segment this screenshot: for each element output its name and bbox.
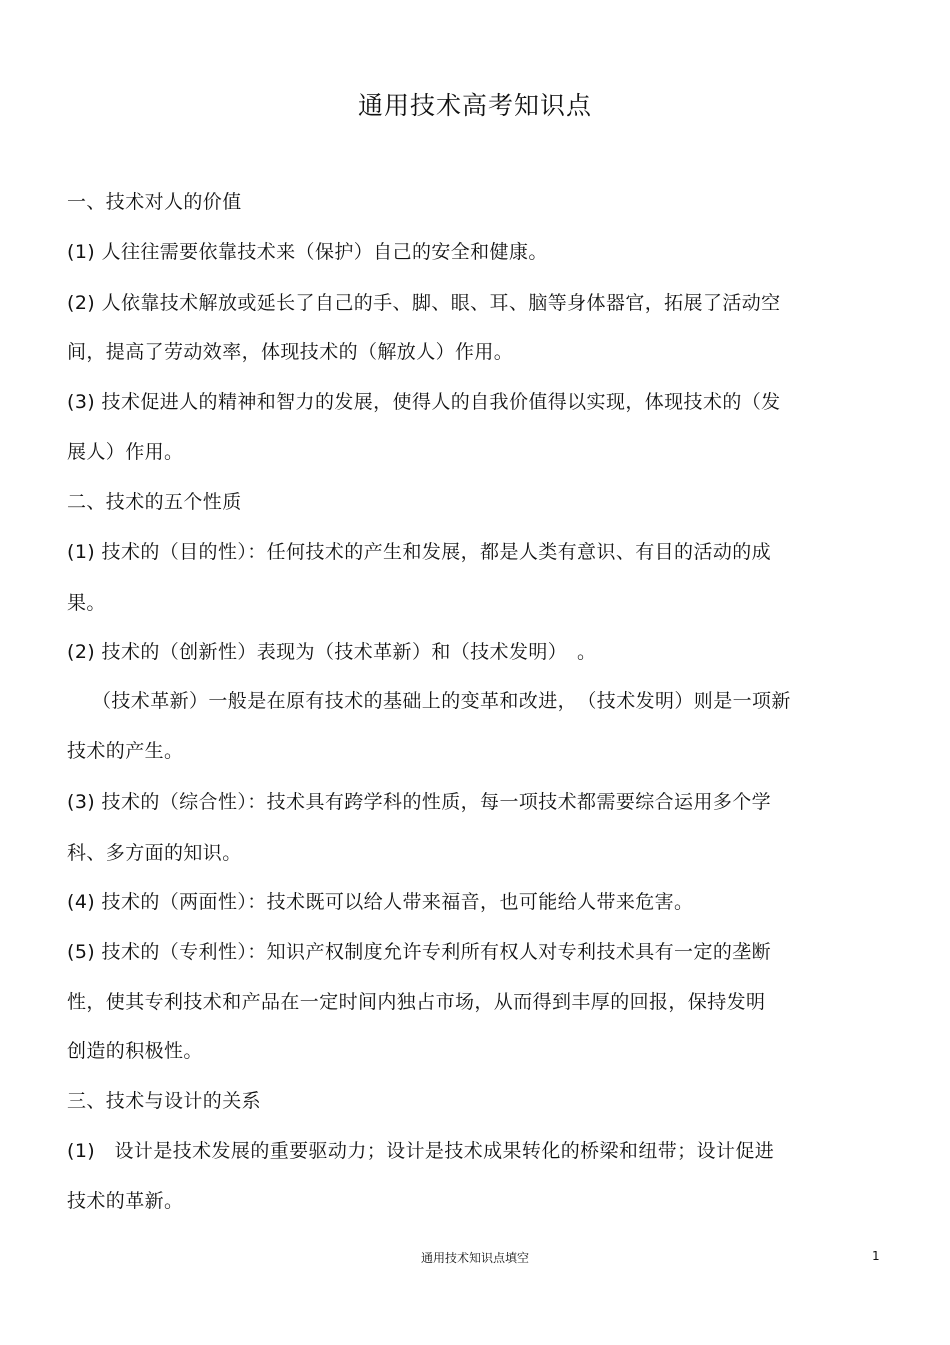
paragraph-line: 果。 (67, 592, 106, 614)
paragraph-line: (5) 技术的（专利性）：知识产权制度允许专利所有权人对专利技术具有一定的垄断 (67, 941, 772, 963)
paragraph-line: (1) 人往往需要依靠技术来（保护）自己的安全和健康。 (67, 241, 548, 263)
paragraph-line: 性，使其专利技术和产品在一定时间内独占市场，从而得到丰厚的回报，保持发明 (67, 991, 766, 1013)
paragraph-line: 创造的积极性。 (67, 1040, 203, 1062)
paragraph-line: (4) 技术的（两面性）：技术既可以给人带来福音，也可能给人带来危害。 (67, 891, 694, 913)
paragraph-line: （技术革新）一般是在原有技术的基础上的变革和改进， （技术发明）则是一项新 (92, 690, 791, 712)
section-heading-3: 三、技术与设计的关系 (67, 1090, 262, 1112)
paragraph-line: 间，提高了劳动效率，体现技术的（解放人）作用。 (67, 341, 514, 363)
paragraph-line: (1) 设计是技术发展的重要驱动力；设计是技术成果转化的桥梁和纽带；设计促进 (67, 1140, 775, 1162)
paragraph-line: 展人）作用。 (67, 441, 184, 463)
page-footer: 通用技术知识点填空 (420, 1251, 529, 1265)
page-number: 1 (872, 1249, 880, 1263)
paragraph-line: 技术的革新。 (67, 1190, 184, 1212)
section-heading-1: 一、技术对人的价值 (67, 191, 242, 213)
section-heading-2: 二、技术的五个性质 (67, 491, 242, 513)
paragraph-line: (1) 技术的（目的性）：任何技术的产生和发展，都是人类有意识、有目的活动的成 (67, 541, 772, 563)
paragraph-line: 技术的产生。 (67, 740, 184, 762)
paragraph-line: 科、多方面的知识。 (67, 842, 242, 864)
page-title: 通用技术高考知识点 (357, 91, 592, 120)
paragraph-line: (2) 技术的（创新性）表现为（技术革新）和（技术发明） 。 (67, 641, 597, 663)
paragraph-line: (2) 人依靠技术解放或延长了自己的手、脚、眼、耳、脑等身体器官，拓展了活动空 (67, 292, 781, 314)
paragraph-line: (3) 技术的（综合性）：技术具有跨学科的性质，每一项技术都需要综合运用多个学 (67, 791, 772, 813)
paragraph-line: (3) 技术促进人的精神和智力的发展，使得人的自我价值得以实现，体现技术的（发 (67, 391, 781, 413)
